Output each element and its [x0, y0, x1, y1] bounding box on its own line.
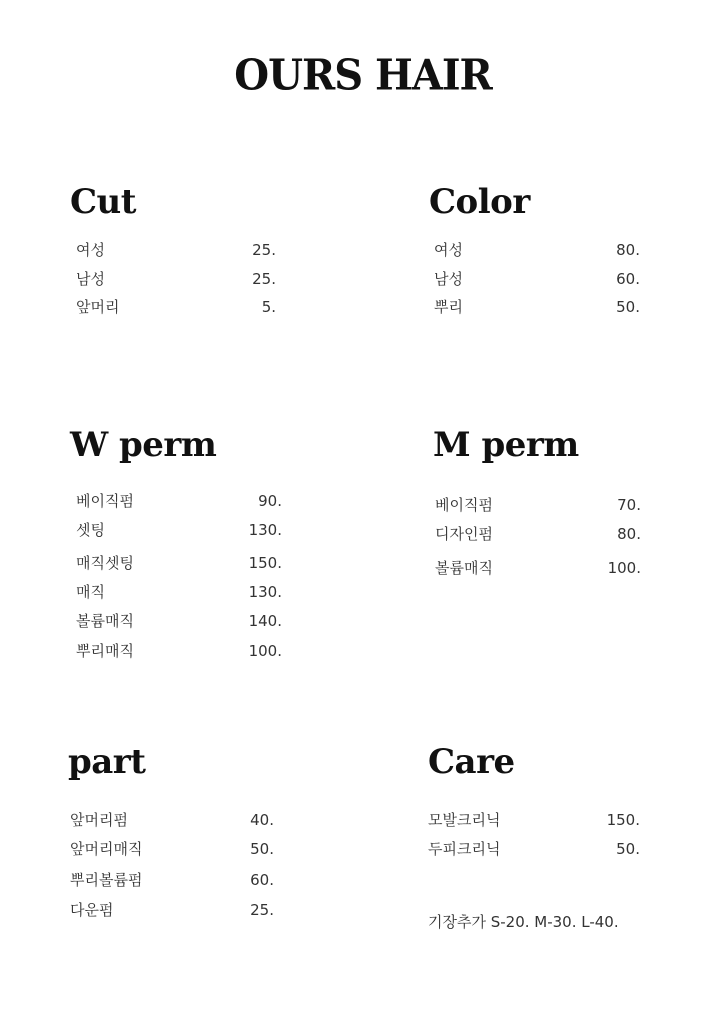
menu-item-name: 베이직펌 — [435, 496, 493, 514]
menu-item — [76, 641, 282, 661]
menu-item-name: 뿌리매직 — [76, 642, 134, 660]
section-heading-color: Color — [429, 182, 530, 222]
menu-item-price: 130. — [248, 583, 282, 601]
menu-item-name: 남성 — [76, 270, 105, 288]
menu-item-price: 60. — [616, 270, 640, 288]
menu-item — [434, 269, 640, 289]
section-heading-care: Care — [428, 742, 515, 782]
menu-item-name: 베이직펌 — [76, 492, 134, 510]
menu-item — [70, 839, 274, 859]
menu-item — [76, 297, 276, 317]
menu-item — [435, 524, 641, 544]
menu-item-name: 매직 — [76, 583, 105, 601]
menu-item — [435, 495, 641, 515]
menu-item-price: 150. — [248, 554, 282, 572]
menu-item-price: 40. — [250, 811, 274, 829]
menu-item-name: 다운펌 — [70, 901, 114, 919]
menu-item — [434, 297, 640, 317]
menu-item — [70, 870, 274, 890]
menu-item-name: 디자인펌 — [435, 525, 493, 543]
section-color — [429, 182, 640, 316]
menu-item-name: 앞머리 — [76, 298, 120, 316]
menu-item-price: 80. — [616, 241, 640, 259]
menu-item — [428, 839, 640, 859]
menu-item-price: 25. — [250, 901, 274, 919]
menu-item — [76, 520, 282, 540]
length-surcharge-note: 기장추가 S-20. M-30. L-40. — [428, 913, 619, 931]
menu-item-name: 앞머리매직 — [70, 840, 143, 858]
menu-item-price: 150. — [606, 811, 640, 829]
menu-item-name: 뿌리 — [434, 298, 463, 316]
menu-item-price: 25. — [252, 270, 276, 288]
menu-item-price: 50. — [616, 298, 640, 316]
menu-item-name: 모발크리닉 — [428, 811, 501, 829]
section-heading-m-perm: M perm — [433, 425, 579, 465]
menu-item-price: 100. — [607, 559, 641, 577]
section-heading-w-perm: W perm — [70, 425, 217, 465]
menu-item-price: 80. — [617, 525, 641, 543]
section-w-perm — [70, 425, 282, 660]
menu-item-name: 볼륨매직 — [435, 559, 493, 577]
menu-item-price: 100. — [248, 642, 282, 660]
menu-item-price: 140. — [248, 612, 282, 630]
menu-item — [434, 240, 640, 260]
section-cut — [70, 182, 276, 316]
menu-item-name: 여성 — [434, 241, 463, 259]
menu-item-price: 50. — [250, 840, 274, 858]
menu-item — [70, 810, 274, 830]
menu-item-price: 5. — [261, 298, 276, 316]
menu-item — [76, 491, 282, 511]
section-part — [68, 742, 274, 919]
menu-item-name: 셋팅 — [76, 521, 105, 539]
menu-item — [76, 611, 282, 631]
menu-item-name: 앞머리펌 — [70, 811, 128, 829]
section-heading-part: part — [68, 742, 146, 782]
menu-item-name: 두피크리닉 — [428, 840, 501, 858]
menu-item — [76, 553, 282, 573]
menu-item-price: 50. — [616, 840, 640, 858]
menu-item-price: 60. — [250, 871, 274, 889]
section-heading-cut: Cut — [70, 182, 136, 222]
menu-item — [435, 558, 641, 578]
menu-item — [76, 269, 276, 289]
section-m-perm — [433, 425, 641, 577]
menu-item-name: 볼륨매직 — [76, 612, 134, 630]
page-title: OURS HAIR — [234, 50, 492, 101]
section-care — [428, 742, 640, 858]
menu-item-name: 뿌리볼륨펌 — [70, 871, 143, 889]
menu-item — [428, 810, 640, 830]
menu-item-name: 매직셋팅 — [76, 554, 134, 572]
menu-item-name: 여성 — [76, 241, 105, 259]
menu-item-price: 70. — [617, 496, 641, 514]
menu-item — [70, 900, 274, 920]
menu-item-price: 130. — [248, 521, 282, 539]
menu-item — [76, 582, 282, 602]
menu-item-price: 25. — [252, 241, 276, 259]
menu-item-name: 남성 — [434, 270, 463, 288]
menu-item-price: 90. — [258, 492, 282, 510]
menu-item — [76, 240, 276, 260]
